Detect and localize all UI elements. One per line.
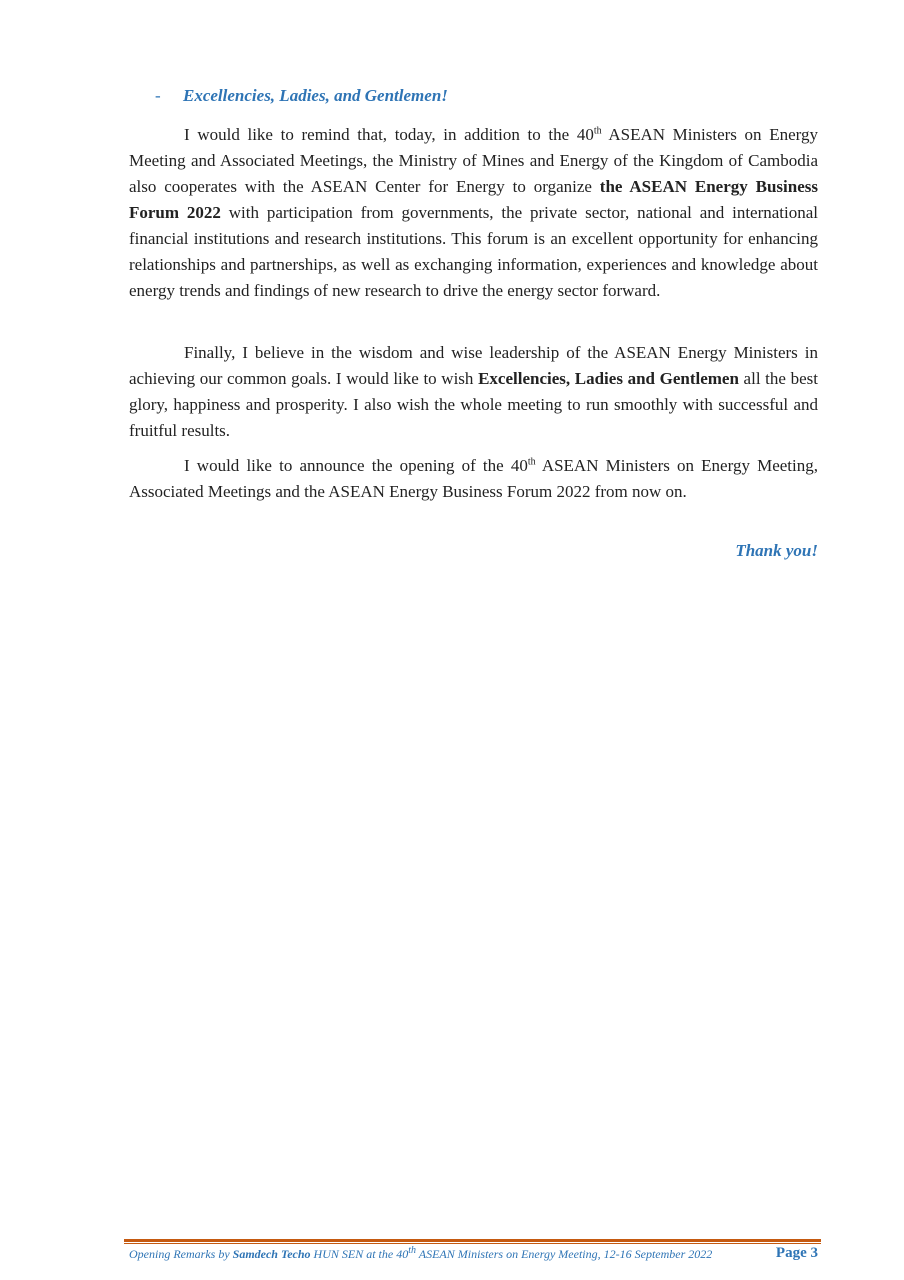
footer-superscript: th xyxy=(408,1245,416,1256)
page-footer xyxy=(129,1247,818,1262)
audience-bold: Excellencies, Ladies and Gentlemen xyxy=(478,369,739,388)
paragraph-wishes xyxy=(129,340,818,444)
forum-name-bold: the ASEAN Energy Business Forum 2022 xyxy=(129,177,818,222)
paragraph-forum xyxy=(129,122,818,304)
paragraph-forum-text-a: I would like to remind that, today, in addition to the 40 xyxy=(184,125,594,144)
footer-suffix: ASEAN Ministers on Energy Meeting, 12-16 September 2022 xyxy=(415,1247,713,1261)
page-number: Page 3 xyxy=(775,1245,818,1261)
footer-speaker: Samdech Techo xyxy=(232,1247,311,1261)
paragraph-wishes-text-b: all the best glory, happiness and prosperity. I also wish the whole meeting to run smoothly with successful and fruitful results. xyxy=(129,369,818,440)
footer-rule xyxy=(124,1239,821,1242)
salutation-text: Excellencies, Ladies, and Gentlemen! xyxy=(183,86,448,105)
footer-speaker-rest: HUN SEN at the 40 xyxy=(310,1247,409,1261)
ordinal-superscript: th xyxy=(527,456,536,468)
paragraph-wishes-text-a: Finally, I believe in the wisdom and wise leadership of the ASEAN Energy Ministers in achieving our common goals. I would like to wish xyxy=(129,343,818,388)
paragraph-forum-text-c: with participation from governments, the private sector, national and international financial institutions and research institutions. This forum is an excellent opportunity for enhancing relationships and partnerships, as well as exchanging information, experiences and knowledge about energy trends and findings of new research to drive the energy sector forward. xyxy=(129,203,819,300)
paragraph-opening-text-a: I would like to announce the opening of the 40 xyxy=(184,456,528,475)
ordinal-superscript: th xyxy=(593,125,602,137)
footer-prefix: Opening Remarks by xyxy=(129,1247,233,1261)
paragraph-opening-text-b: ASEAN Ministers on Energy Meeting, Associated Meetings and the ASEAN Energy Business Forum 2022 from now on. xyxy=(129,456,818,501)
closing-thank-you: Thank you! xyxy=(735,541,818,560)
paragraph-forum-text-b: ASEAN Ministers on Energy Meeting and Associated Meetings, the Ministry of Mines and Energy of the Kingdom of Cambodia also cooperates with the ASEAN Center for Energy to organize xyxy=(129,125,818,196)
footer-rule-thin xyxy=(124,1243,821,1244)
paragraph-opening xyxy=(129,453,818,505)
salutation xyxy=(155,86,448,106)
salutation-dash: - xyxy=(155,86,161,105)
